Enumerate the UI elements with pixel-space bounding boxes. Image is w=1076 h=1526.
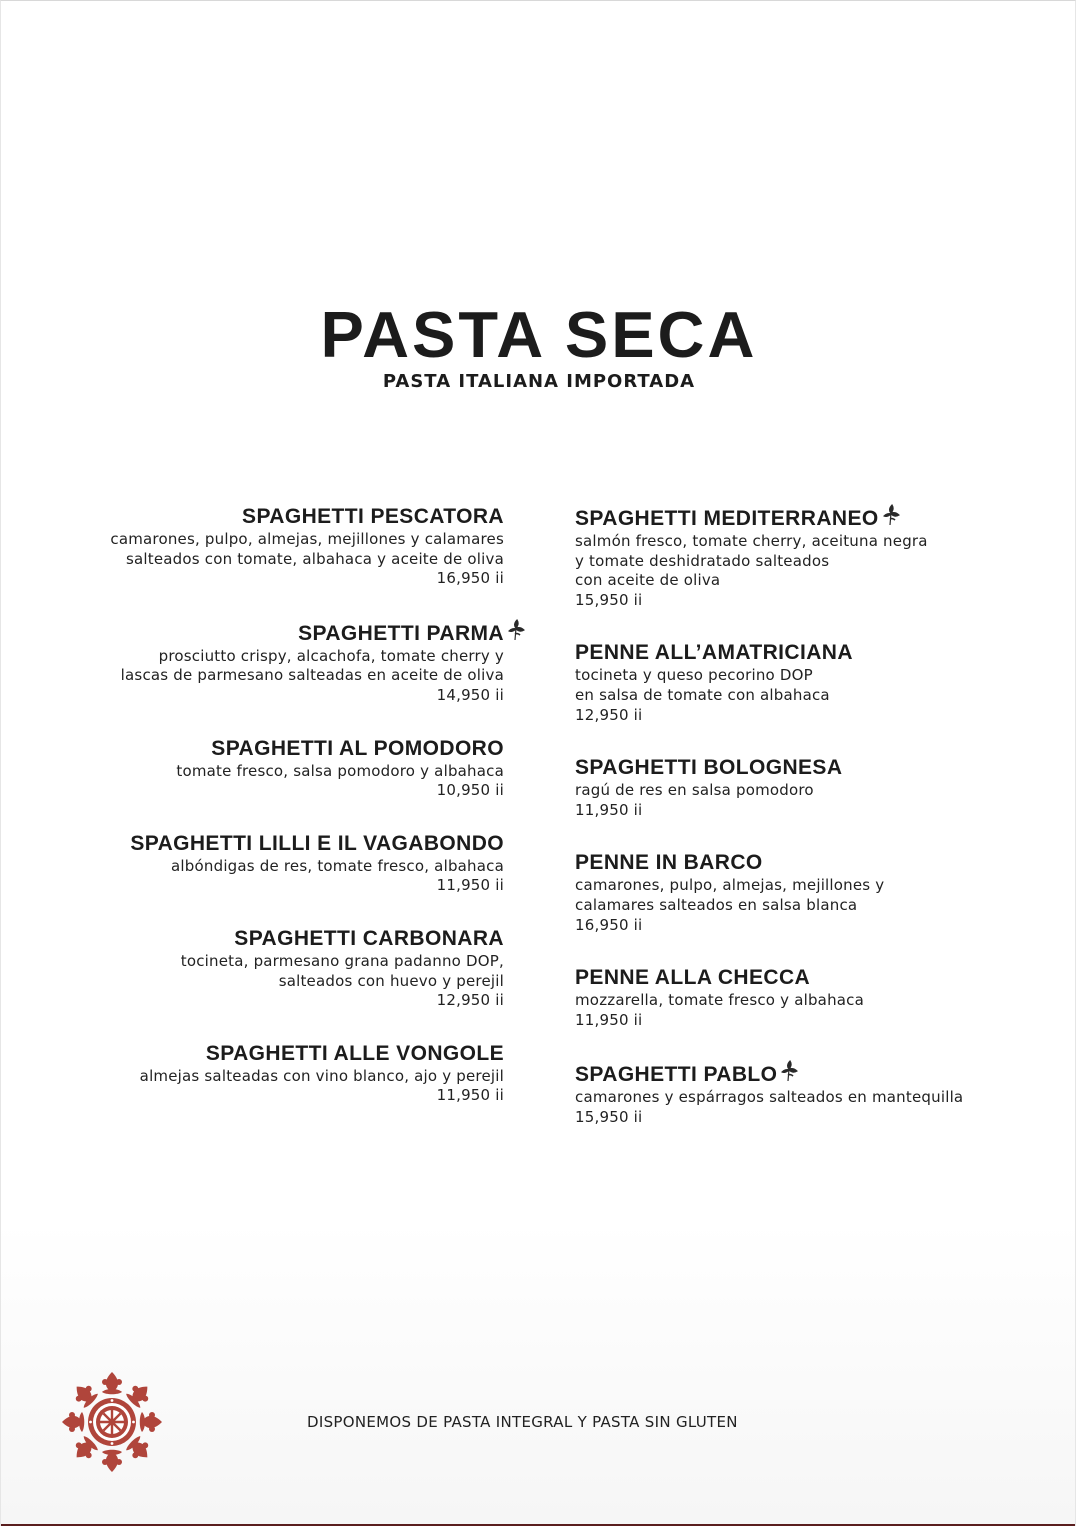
menu-item-price: 10,950 ii	[436, 781, 504, 800]
menu-item-name: PENNE ALLA CHECCA	[575, 966, 811, 990]
page-subtitle: PASTA ITALIANA IMPORTADA	[382, 371, 696, 392]
menu-column-right	[575, 504, 1025, 1158]
menu-item-price: 14,950 ii	[436, 685, 504, 704]
leaf-icon	[781, 1060, 799, 1082]
menu-item-name: SPAGHETTI ALLE VONGOLE	[205, 1041, 504, 1065]
menu-item-description: albóndigas de res, tomate fresco, albahaca	[171, 856, 504, 875]
menu-item-description: tomate fresco, salsa pomodoro y albahaca	[176, 761, 504, 780]
menu-item-description: mozzarella, tomate fresco y albahaca	[575, 991, 865, 1010]
menu-item-price: 11,950 ii	[436, 1086, 504, 1105]
menu-item-description: prosciutto crispy, alcachofa, tomate cherry y lascas de parmesano salteadas en aceite de oliva	[120, 646, 504, 685]
leaf-icon	[883, 504, 901, 526]
menu-item-name: SPAGHETTI PABLO	[575, 1060, 1025, 1088]
menu-item-name: SPAGHETTI MEDITERRANEO	[575, 504, 1025, 532]
menu-item-name: SPAGHETTI LILLI E IL VAGABONDO	[130, 831, 504, 855]
menu-item-description: camarones, pulpo, almejas, mejillones y calamares salteados con tomate, albahaca y aceite de oliva	[110, 530, 504, 568]
menu-item	[61, 831, 504, 896]
menu-item-description: camarones y espárragos salteados en mantequilla	[575, 1088, 964, 1107]
menu-item	[575, 640, 1025, 725]
menu-column-left	[61, 504, 504, 1136]
menu-item	[575, 965, 1025, 1030]
menu-item-description: camarones, pulpo, almejas, mejillones y calamares salteados en salsa blanca	[575, 876, 885, 914]
menu-item-description: almejas salteadas con vino blanco, ajo y perejil	[139, 1066, 504, 1085]
menu-item-price: 15,950 ii	[575, 590, 643, 609]
menu-item-name: PENNE IN BARCO	[575, 851, 763, 875]
menu-item-name: SPAGHETTI PESCATORA	[242, 505, 504, 528]
menu-item-name: SPAGHETTI PARMA	[61, 619, 504, 647]
menu-item-description: ragú de res en salsa pomodoro	[575, 781, 814, 800]
menu-item-price: 11,950 ii	[436, 876, 504, 895]
menu-item-name: SPAGHETTI CARBONARA	[234, 926, 504, 950]
menu-item	[575, 504, 1025, 610]
page-title: PASTA SECA	[320, 298, 758, 371]
menu-item-name: SPAGHETTI BOLOGNESA	[575, 756, 843, 780]
menu-item	[61, 619, 504, 706]
footer-note: DISPONEMOS DE PASTA INTEGRAL Y PASTA SIN GLUTEN	[307, 1413, 738, 1431]
menu-item-description: tocineta y queso pecorino DOP en salsa de tomate con albahaca	[575, 666, 830, 704]
menu-item	[61, 1041, 504, 1106]
menu-item-description: tocineta, parmesano grana padanno DOP, salteados con huevo y perejil	[180, 951, 504, 990]
ornamental-logo-icon	[59, 1369, 165, 1475]
menu-item	[61, 926, 504, 1011]
menu-item	[575, 850, 1025, 935]
menu-item-price: 11,950 ii	[575, 1010, 643, 1029]
menu-item	[61, 504, 504, 589]
menu-item-price: 16,950 ii	[436, 569, 504, 588]
menu-item-price: 15,950 ii	[575, 1107, 643, 1126]
menu-item-price: 11,950 ii	[575, 800, 643, 819]
menu-item	[61, 736, 504, 801]
menu-item-price: 16,950 ii	[575, 915, 643, 934]
menu-item	[575, 755, 1025, 820]
menu-item-name: SPAGHETTI AL POMODORO	[211, 736, 504, 760]
menu-item-name: PENNE ALL’AMATRICIANA	[575, 641, 853, 665]
menu-item-description: salmón fresco, tomate cherry, aceituna negra y tomate deshidratado salteados con aceite de oliva	[575, 532, 928, 590]
menu-item-price: 12,950 ii	[575, 705, 643, 724]
leaf-icon	[508, 619, 526, 641]
menu-item	[575, 1060, 1025, 1127]
menu-item-price: 12,950 ii	[436, 991, 504, 1010]
